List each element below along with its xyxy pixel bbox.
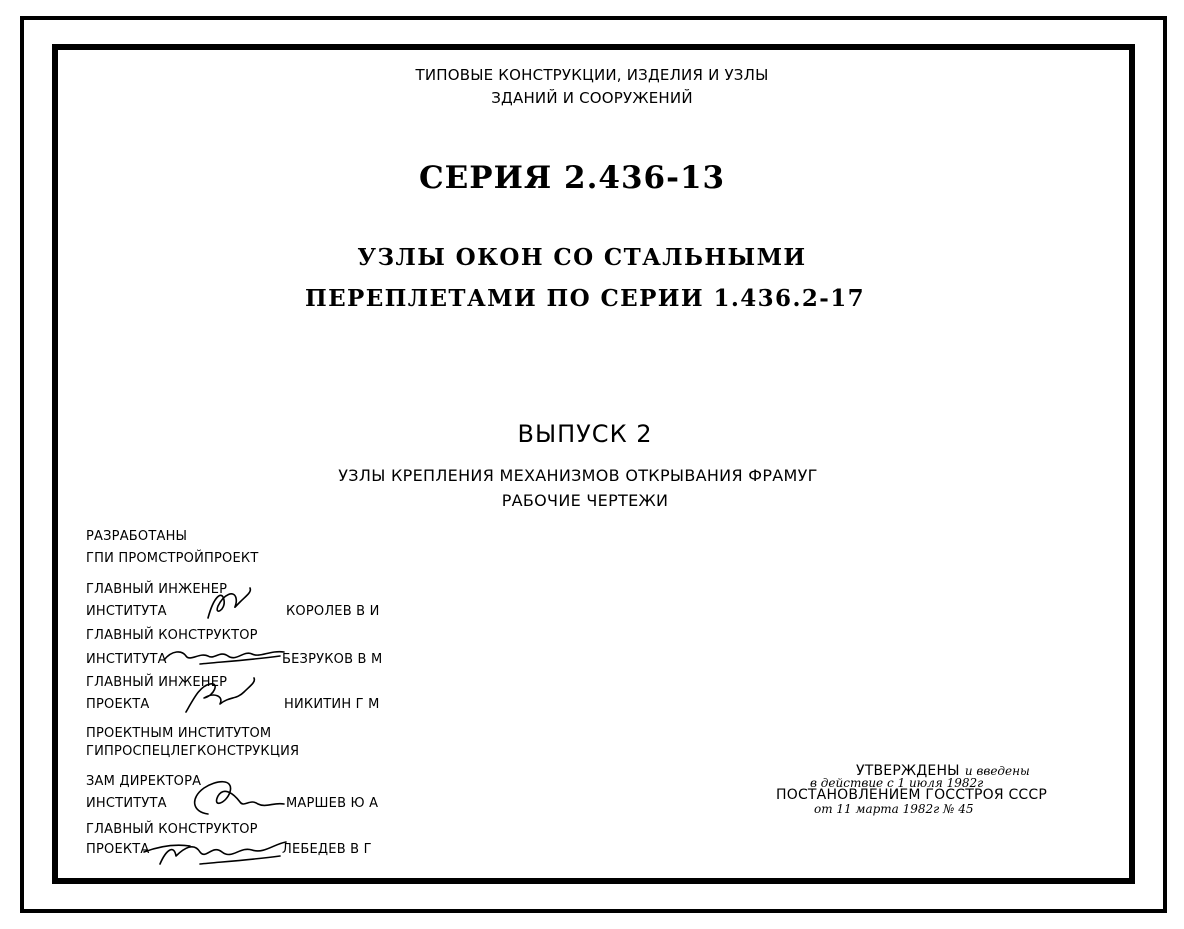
approved-handwritten: и введены [964, 764, 1030, 778]
chief-engineer-project-title: ГЛАВНЫЙ ИНЖЕНЕР [86, 675, 228, 690]
approved-label: УТВЕРЖДЕНЫ [856, 763, 960, 779]
chief-designer-institute-title: ГЛАВНЫЙ КОНСТРУКТОР [86, 628, 258, 643]
issue-number: ВЫПУСК 2 [517, 420, 653, 448]
signature-nikitin [180, 678, 260, 718]
chief-engineer-institute-name: КОРОЛЕВ В И [286, 604, 380, 619]
signature-marshev [186, 774, 286, 818]
chief-engineer-project-label: ПРОЕКТА [86, 697, 150, 712]
subtitle-line-2: РАБОЧИЕ ЧЕРТЕЖИ [501, 491, 669, 510]
deputy-director-label: ИНСТИТУТА [86, 796, 167, 811]
chief-designer-project-label: ПРОЕКТА [86, 842, 150, 857]
deputy-director-title: ЗАМ ДИРЕКТОРА [86, 774, 202, 789]
chief-engineer-institute-title: ГЛАВНЫЙ ИНЖЕНЕР [86, 582, 228, 597]
signature-bezrukov [160, 640, 290, 670]
chief-designer-project-name: ЛЕБЕДЕВ В Г [282, 842, 372, 857]
signature-lebedev [140, 830, 290, 870]
chief-designer-institute-name: БЕЗРУКОВ В М [282, 652, 383, 667]
institute-by-label: ПРОЕКТНЫМ ИНСТИТУТОМ [86, 726, 272, 741]
deputy-director-name: МАРШЕВ Ю А [286, 796, 379, 811]
chief-engineer-project-name: НИКИТИН Г М [284, 697, 380, 712]
header-line-1: ТИПОВЫЕ КОНСТРУКЦИИ, ИЗДЕЛИЯ И УЗЛЫ [415, 66, 769, 84]
decree-date-handwritten: от 11 марта 1982г № 45 [814, 802, 974, 816]
developer-org: ГПИ ПРОМСТРОЙПРОЕКТ [86, 551, 259, 566]
chief-engineer-institute-label: ИНСТИТУТА [86, 604, 167, 619]
chief-designer-institute-label: ИНСТИТУТА [86, 652, 167, 667]
title-line-1: УЗЛЫ ОКОН СО СТАЛЬНЫМИ [357, 244, 807, 271]
decree-label: ПОСТАНОВЛЕНИЕМ ГОССТРОЯ СССР [776, 787, 1048, 803]
header-line-2: ЗДАНИЙ И СООРУЖЕНИЙ [491, 89, 693, 107]
series-number: СЕРИЯ 2.436-13 [419, 160, 726, 196]
institute-by-org: ГИПРОСПЕЦЛЕГКОНСТРУКЦИЯ [86, 744, 300, 759]
title-line-2: ПЕРЕПЛЕТАМИ ПО СЕРИИ 1.436.2-17 [304, 285, 866, 312]
in-force-handwritten: в действие с 1 июля 1982г [810, 776, 984, 790]
developed-label: РАЗРАБОТАНЫ [86, 529, 188, 544]
chief-designer-project-title: ГЛАВНЫЙ КОНСТРУКТОР [86, 822, 258, 837]
signature-korolev [200, 586, 260, 626]
subtitle-line-1: УЗЛЫ КРЕПЛЕНИЯ МЕХАНИЗМОВ ОТКРЫВАНИЯ ФРАМУГ [338, 466, 818, 485]
